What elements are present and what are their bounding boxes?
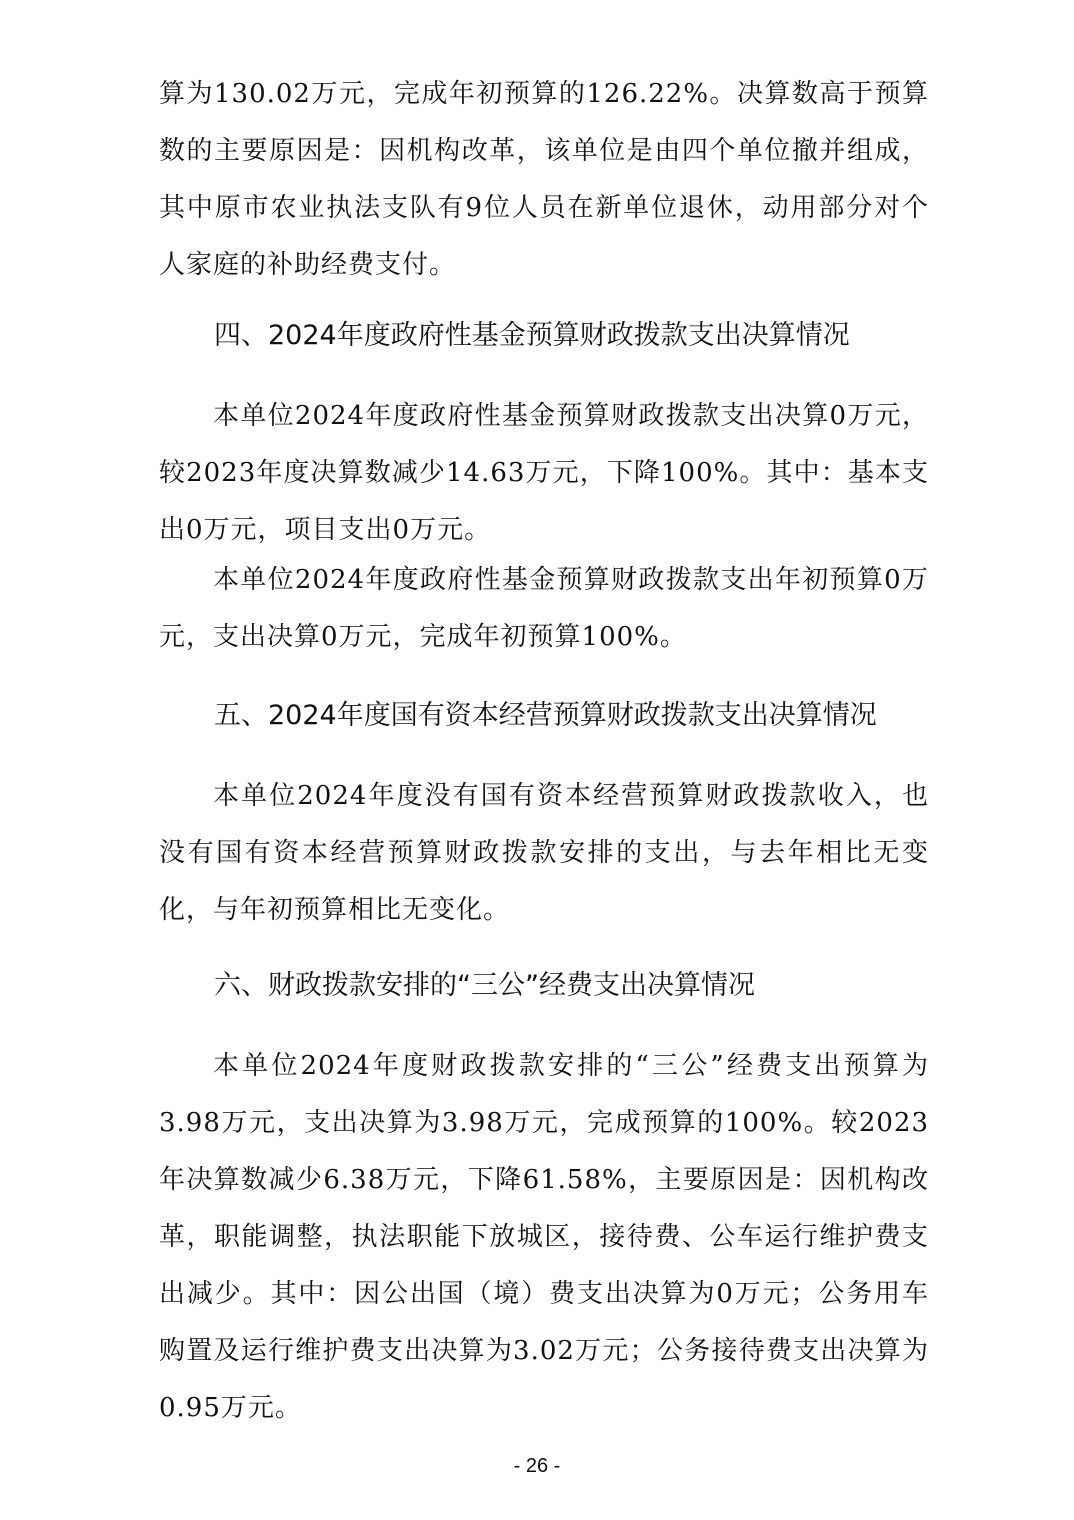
section-6-paragraph-1: 本单位2024年度财政拨款安排的“三公”经费支出预算为3.98万元，支出决算为3.98万元，完成预算的100%。较2023年决算数减少6.38万元，下降61.58%，主要原因是：因机构改革，职能调整，执法职能下放城区，接待费、公车运行维护费支出减少。其中：因公出国（境）费支出决算为0万元；公务用车购置及运行维护费支出决算为3.02万元；公务接待费支出决算为0.95万元。 [159,1051,929,1423]
section-5-heading: 五、2024年度国有资本经营预算财政拨款支出决算情况 [214,700,877,731]
continuation-paragraph: 算为130.02万元，完成年初预算的126.22%。决算数高于预算数的主要原因是：因机构改革，该单位是由四个单位撤并组成，其中原市农业执法支队有9位人员在新单位退休，动用部分对个人家庭的补助经费支付。 [159,79,929,280]
section-4-heading: 四、2024年度政府性基金预算财政拨款支出决算情况 [214,320,850,351]
section-6-heading: 六、财政拨款安排的“三公”经费支出决算情况 [214,970,755,1001]
page-number: - 26 - [513,1455,561,1477]
section-4-paragraph-1: 本单位2024年度政府性基金预算财政拨款支出决算0万元，较2023年度决算数减少14.63万元，下降100%。其中：基本支出0万元，项目支出0万元。 [159,401,929,545]
section-5-paragraph-1: 本单位2024年度没有国有资本经营预算财政拨款收入，也没有国有资本经营预算财政拨款安排的支出，与去年相比无变化，与年初预算相比无变化。 [159,781,929,925]
section-4-paragraph-2: 本单位2024年度政府性基金预算财政拨款支出年初预算0万元，支出决算0万元，完成年初预算100%。 [159,565,929,652]
